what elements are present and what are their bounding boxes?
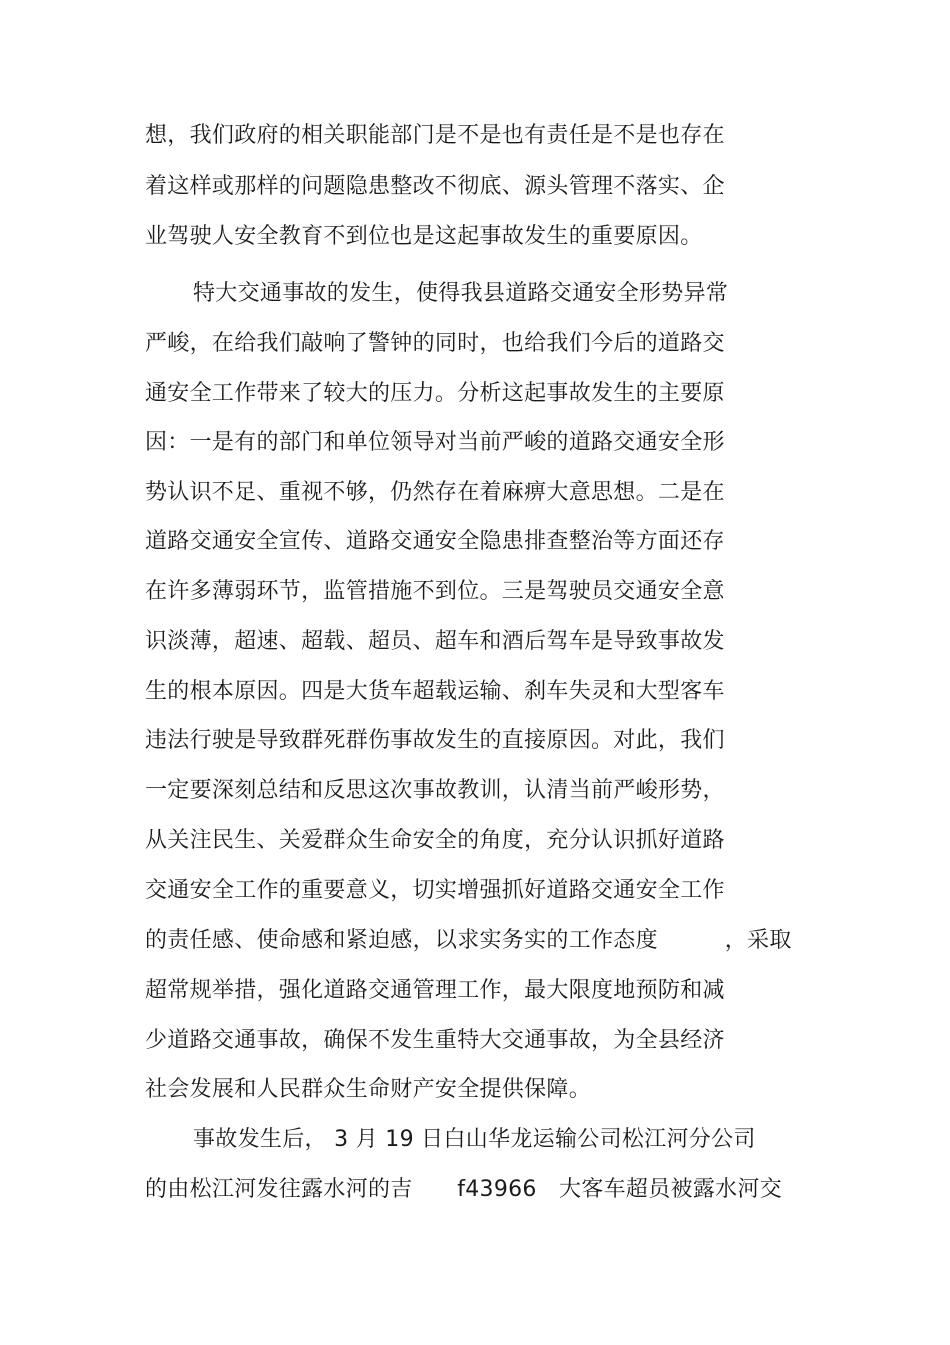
text-line: 交通安全工作的重要意义，切实增强抓好道路交通安全工作 <box>145 878 725 903</box>
text-line: 业驾驶人安全教育不到位也是这起事故发生的重要原因。 <box>145 224 703 249</box>
paragraph-start-line: 事故发生后， 3 月 19 日白山华龙运输公司松江河分公司 <box>193 1127 756 1152</box>
text-line: 生的根本原因。四是大货车超载运输、刹车失灵和大型客车 <box>145 679 725 704</box>
text-line: 想，我们政府的相关职能部门是不是也有责任是不是也存在 <box>145 123 725 148</box>
text-line: 着这样或那样的问题隐患整改不彻底、源头管理不落实、企 <box>145 174 725 199</box>
text-line: 的由松江河发往露水河的吉 f43966 大客车超员被露水河交 <box>145 1177 783 1202</box>
paragraph-start-line: 特大交通事故的发生，使得我县道路交通安全形势异常 <box>193 281 729 306</box>
text-line: 因：一是有的部门和单位领导对当前严峻的道路交通安全形 <box>145 430 725 455</box>
text-line: 从关注民生、关爱群众生命安全的角度，充分认识抓好道路 <box>145 828 725 853</box>
text-line: 一定要深刻总结和反思这次事故教训，认清当前严峻形势， <box>145 778 725 803</box>
text-line: 的责任感、使命感和紧迫感，以求实务实的工作态度 ，采取 <box>145 928 792 953</box>
text-line: 道路交通安全宣传、道路交通安全隐患排查整治等方面还存 <box>145 529 725 554</box>
text-line: 识淡薄，超速、超载、超员、超车和酒后驾车是导致事故发 <box>145 629 725 654</box>
text-line: 违法行驶是导致群死群伤事故发生的直接原因。对此，我们 <box>145 728 725 753</box>
text-line: 严峻，在给我们敲响了警钟的同时，也给我们今后的道路交 <box>145 331 725 356</box>
text-line: 社会发展和人民群众生命财产安全提供保障。 <box>145 1077 592 1102</box>
text-line: 超常规举措，强化道路交通管理工作，最大限度地预防和减 <box>145 978 725 1003</box>
text-line: 势认识不足、重视不够，仍然存在着麻痹大意思想。二是在 <box>145 480 725 505</box>
text-line: 少道路交通事故，确保不发生重特大交通事故，为全县经济 <box>145 1028 725 1053</box>
text-line: 通安全工作带来了较大的压力。分析这起事故发生的主要原 <box>145 381 725 406</box>
text-line: 在许多薄弱环节，监管措施不到位。三是驾驶员交通安全意 <box>145 579 725 604</box>
